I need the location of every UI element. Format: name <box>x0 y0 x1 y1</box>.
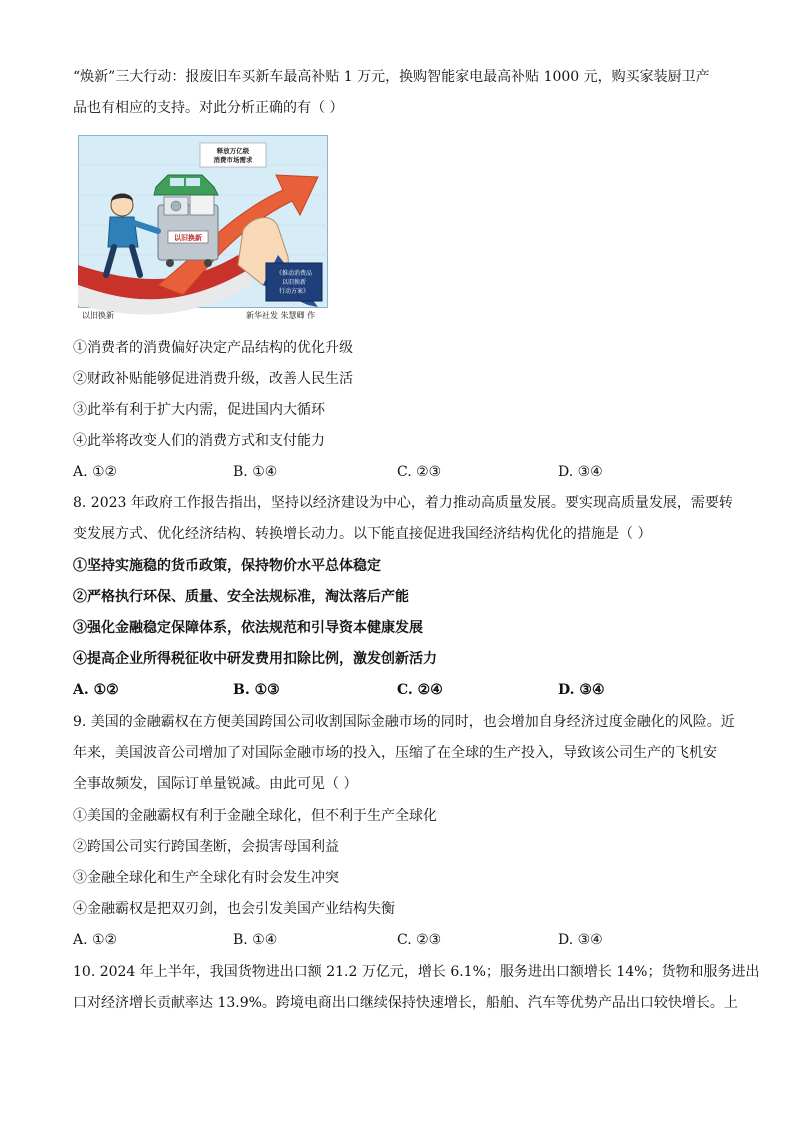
q9-option-d[interactable]: D. ③④ <box>558 932 603 948</box>
q9-statement-2: ②跨国公司实行跨国垄断，会损害母国利益 <box>73 839 339 855</box>
fridge-icon <box>190 193 214 215</box>
q9-statement-1: ①美国的金融霸权有利于金融全球化，但不利于生产全球化 <box>73 808 437 824</box>
cart-wheel <box>204 259 212 267</box>
figure-caption-right: 新华社发 朱慧卿 作 <box>246 311 316 320</box>
q8-option-a[interactable]: A. ①② <box>73 682 119 698</box>
q7-intro-line-2: 品也有相应的支持。对此分析正确的有（ ） <box>73 100 344 116</box>
q9-stem-line-2: 年来，美国波音公司增加了对国际金融市场的投入，压缩了在全球的生产投入，导致该公司生产的飞机安 <box>73 745 717 761</box>
q10-stem <box>73 957 760 1019</box>
q7-option-d[interactable]: D. ③④ <box>558 464 603 480</box>
book-title-line-1: 《推动消费品 <box>275 270 313 277</box>
q8-statement-4: ④提高企业所得税征收中研发费用扣除比例，激发创新活力 <box>73 651 437 667</box>
q9-stem <box>73 707 735 800</box>
q8-statement-2: ②严格执行环保、质量、安全法规标准，淘汰落后产能 <box>73 589 409 605</box>
figure-caption-left: 以旧换新 <box>82 311 114 320</box>
cart-wheel <box>166 259 174 267</box>
q7-statement-3: ③此举有利于扩大内需，促进国内大循环 <box>73 402 325 418</box>
q8-option-b[interactable]: B. ①③ <box>233 682 280 698</box>
q8-stem-line-2: 变发展方式、优化经济结构、转换增长动力。以下能直接促进我国经济结构优化的措施是（ ） <box>73 526 652 542</box>
q9-option-a[interactable]: A. ①② <box>73 932 118 948</box>
q9-stem-line-3: 全事故频发，国际订单量锐减。由此可见（ ） <box>73 776 358 792</box>
q7-statement-4: ④此举将改变人们的消费方式和支付能力 <box>73 433 325 449</box>
q7-options <box>73 462 723 482</box>
cart-label: 以旧换新 <box>174 234 202 242</box>
q9-statement-3: ③金融全球化和生产全球化有时会发生冲突 <box>73 870 339 886</box>
q9-stem-line-1: 9. 美国的金融霸权在方便美国跨国公司收割国际金融市场的同时，也会增加自身经济过度金融化的风险。近 <box>73 714 735 730</box>
q8-option-c[interactable]: C. ②④ <box>397 682 443 698</box>
q7-option-b[interactable]: B. ①④ <box>233 464 278 480</box>
q8-stem <box>73 488 733 550</box>
q7-option-a[interactable]: A. ①② <box>73 464 118 480</box>
q9-option-c[interactable]: C. ②③ <box>397 932 442 948</box>
q9-option-b[interactable]: B. ①④ <box>233 932 278 948</box>
q8-options <box>73 680 723 700</box>
q10-stem-line-1: 10. 2024 年上半年，我国货物进出口额 21.2 万亿元，增长 6.1%；服务进出口额增长 14%；货物和服务进出 <box>73 964 760 980</box>
book-title-line-3: 行动方案》 <box>278 288 310 295</box>
q7-intro-line-1: “焕新”三大行动：报废旧车买新车最高补贴 1 万元，换购智能家电最高补贴 1000 元，购买家装厨卫产 <box>73 69 710 85</box>
q8-stem-line-1: 8. 2023 年政府工作报告指出，坚持以经济建设为中心，着力推动高质量发展。要实现高质量发展，需要转 <box>73 495 733 511</box>
q10-stem-line-2: 口对经济增长贡献率达 13.9%。跨境电商出口继续保持快速增长，船舶、汽车等优势产品出口较快增长。上 <box>73 995 738 1011</box>
q7-statement-2: ②财政补贴能够促进消费升级，改善人民生活 <box>73 371 353 387</box>
cartoon-figure <box>78 135 328 327</box>
q9-statement-4: ④金融霸权是把双刃剑，也会引发美国产业结构失衡 <box>73 901 395 917</box>
q8-statement-1: ①坚持实施稳的货币政策，保持物价水平总体稳定 <box>73 558 381 574</box>
q8-statement-3: ③强化金融稳定保障体系，依法规范和引导资本健康发展 <box>73 620 423 636</box>
q7-intro <box>73 62 723 124</box>
sign-bottom-text: 消费市场需求 <box>213 156 253 164</box>
q8-option-d[interactable]: D. ③④ <box>558 682 605 698</box>
q7-option-c[interactable]: C. ②③ <box>397 464 442 480</box>
book-title-line-2: 以旧换新 <box>281 279 307 286</box>
sign-top-text: 释放万亿级 <box>216 147 250 155</box>
q9-options <box>73 930 723 950</box>
q7-statement-1: ①消费者的消费偏好决定产品结构的优化升级 <box>73 340 353 356</box>
cartoon-illustration <box>78 135 328 327</box>
